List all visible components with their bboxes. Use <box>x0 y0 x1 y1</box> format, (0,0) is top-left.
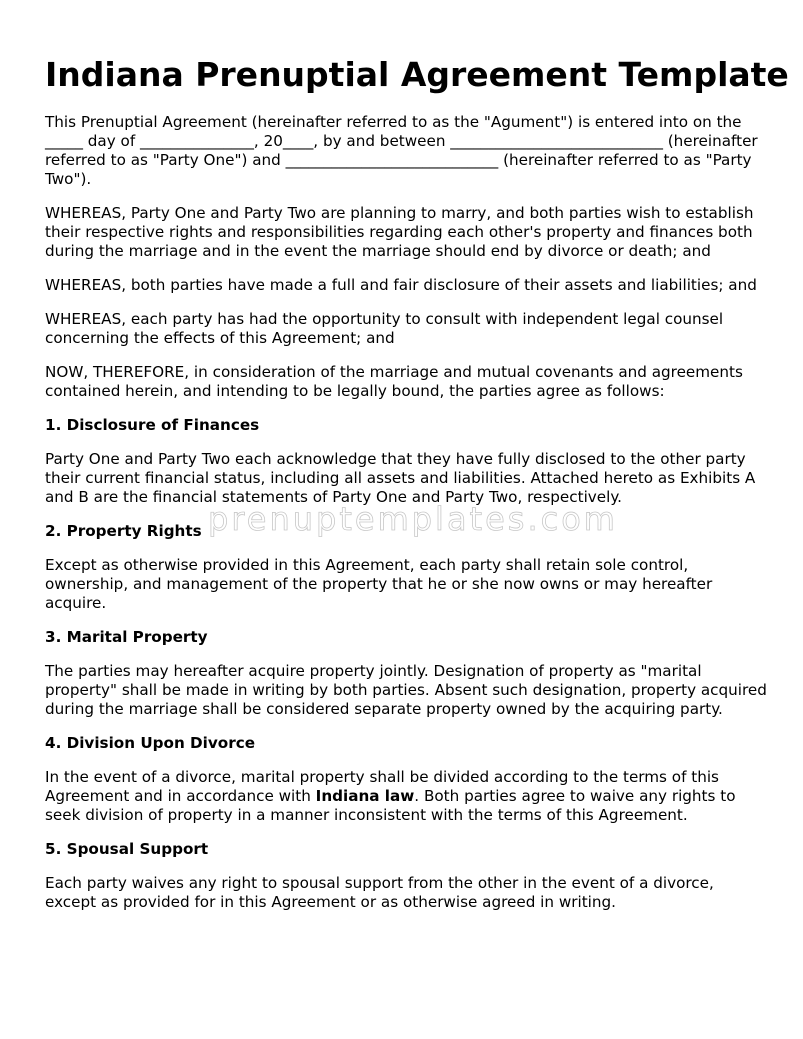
section-heading-marital-property: 3. Marital Property <box>45 628 208 646</box>
section-text-marital-property: The parties may hereafter acquire property jointly. Designation of property as "marital property" shall be made in writing by both parties. Absent such designation, property acquired during the marriage shall be considered separate property owned by the acquiring party. <box>45 662 767 718</box>
whereas-paragraph-2: WHEREAS, both parties have made a full and fair disclosure of their assets and liabilities; and <box>45 276 757 294</box>
section-heading-division: 4. Division Upon Divorce <box>45 734 255 752</box>
whereas-paragraph-3: WHEREAS, each party has had the opportunity to consult with independent legal counsel concerning the effects of this Agreement; and <box>45 310 724 347</box>
section-text-division <box>45 768 767 825</box>
indiana-law-emphasis: Indiana law <box>315 787 415 805</box>
section-text-disclosure: Party One and Party Two each acknowledge that they have fully disclosed to the other party their current financial status, including all assets and liabilities. Attached hereto as Exhibits A and B are the financial statements of Party One and Party Two, respectively. <box>45 450 756 506</box>
document-title: Indiana Prenuptial Agreement Template <box>45 55 789 94</box>
division-text-before: In the event of a divorce, marital property shall be divided according to the terms of this Agreement and in accordance with <box>45 768 719 805</box>
watermark-text: prenuptemplates.com <box>208 500 618 538</box>
now-therefore-paragraph: NOW, THEREFORE, in consideration of the marriage and mutual covenants and agreements contained herein, and intending to be legally bound, the parties agree as follows: <box>45 363 743 400</box>
section-heading-disclosure: 1. Disclosure of Finances <box>45 416 260 434</box>
section-heading-spousal-support: 5. Spousal Support <box>45 840 209 858</box>
section-text-spousal-support: Each party waives any right to spousal support from the other in the event of a divorce, except as provided for in this Agreement or as otherwise agreed in writing. <box>45 874 714 911</box>
section-heading-property-rights: 2. Property Rights <box>45 522 202 540</box>
document-page <box>45 50 789 927</box>
section-text-property-rights: Except as otherwise provided in this Agreement, each party shall retain sole control, ownership, and management of the property that he or she now owns or may hereafter acquire. <box>45 556 713 612</box>
intro-paragraph: This Prenuptial Agreement (hereinafter referred to as the "Agument") is entered into on the _____ day of _______________, 20____, by and between ____________________________ (hereinafter referred to as "Party One") and ____________________________ (hereinafter referred to as "Party Two"). <box>45 113 758 188</box>
whereas-paragraph-1: WHEREAS, Party One and Party Two are planning to marry, and both parties wish to establish their respective rights and responsibilities regarding each other's property and finances both during the marriage and in the event the marriage should end by divorce or death; and <box>45 204 754 260</box>
division-text-after: . Both parties agree to waive any rights to seek division of property in a manner inconsistent with the terms of this Agreement. <box>45 787 736 824</box>
